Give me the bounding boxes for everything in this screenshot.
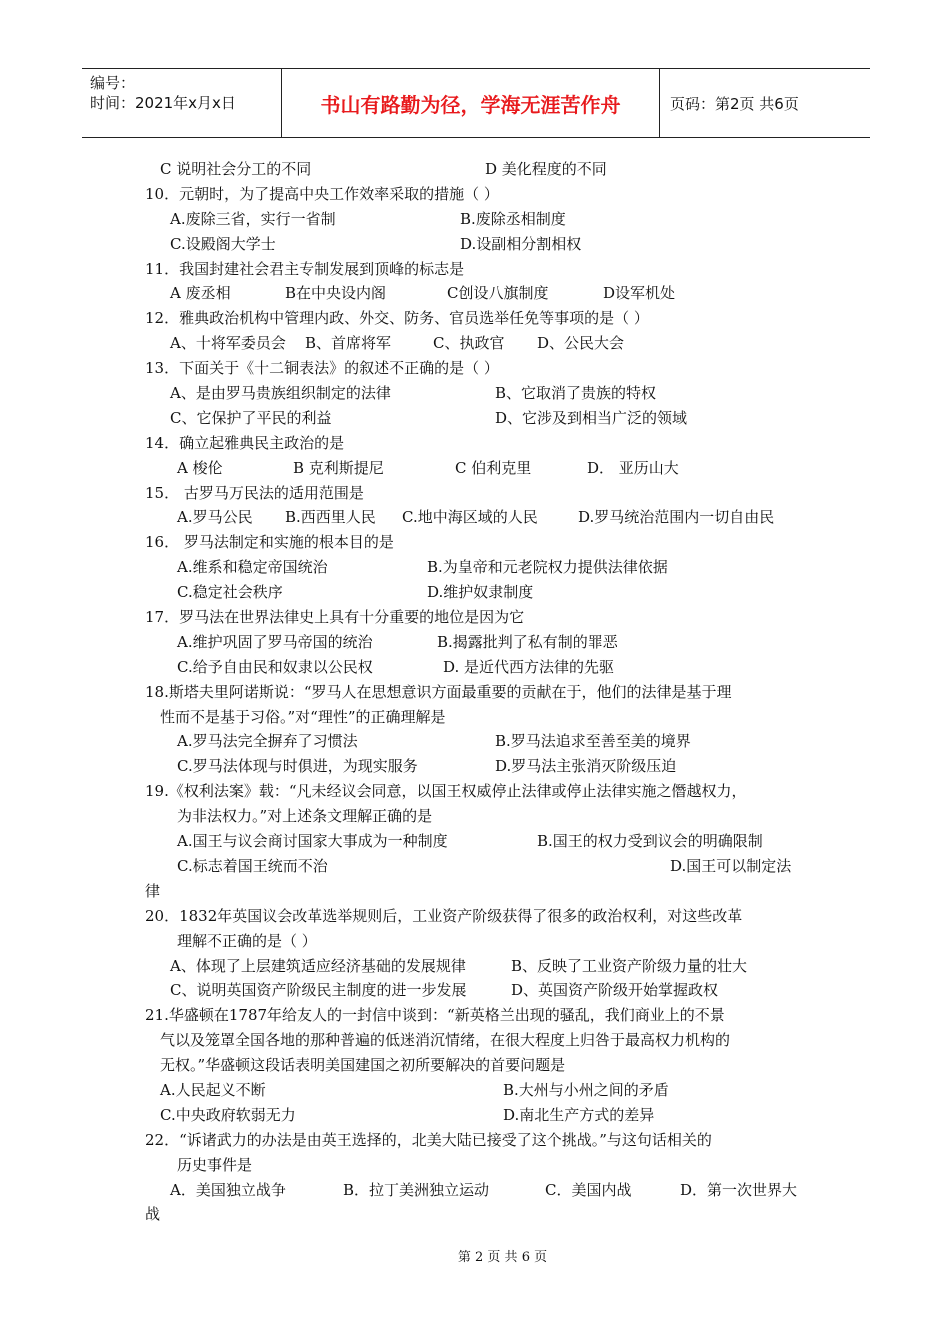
option-text: C.给予自由民和奴隶以公民权 (177, 657, 373, 676)
option-text: D、公民大会 (537, 334, 625, 353)
option-text: B.废除丞相制度 (460, 209, 566, 228)
document-body (145, 157, 825, 1227)
option-text: D.罗马法主张消灭阶级压迫 (495, 757, 677, 776)
option-text: C.罗马法体现与时俱进，为现实服务 (177, 757, 418, 776)
text-line (145, 1153, 825, 1178)
page-header (82, 68, 870, 138)
option-text: D、它涉及到相当广泛的领域 (495, 408, 688, 427)
option-text: D.南北生产方式的差异 (503, 1105, 655, 1124)
header-info (82, 69, 282, 137)
option-text: B、反映了工业资产阶级力量的壮大 (511, 956, 748, 975)
option-text: A.罗马公民 (177, 508, 253, 527)
option-text: A.人民起义不断 (160, 1080, 266, 1099)
text-line (145, 929, 825, 954)
option-text: D.国王可以制定法 (670, 856, 792, 875)
options-line (145, 456, 825, 481)
options-line (145, 281, 825, 306)
option-text: A.罗马法完全摒弃了习惯法 (177, 732, 358, 751)
option-text: D. 是近代西方法律的先驱 (443, 657, 615, 676)
option-text: A 梭伦 (177, 458, 223, 477)
option-text: A.国王与议会商讨国家大事成为一种制度 (177, 832, 448, 851)
text-line (145, 879, 825, 904)
text-line (145, 182, 825, 207)
option-text: C、它保护了平民的利益 (170, 408, 332, 427)
question-text: 18.斯塔夫里阿诺斯说：“罗马人在思想意识方面最重要的贡献在于，他们的法律是基于理 (145, 682, 732, 701)
option-text: B.国王的权力受到议会的明确限制 (537, 832, 763, 851)
option-text: A、体现了上层建筑适应经济基础的发展规律 (170, 956, 466, 975)
option-text: B.揭露批判了私有制的罪恶 (437, 632, 618, 651)
text-line (145, 1128, 825, 1153)
text-line (145, 605, 825, 630)
option-text: C．美国内战 (545, 1180, 632, 1199)
text-line (145, 705, 825, 730)
text-line (145, 904, 825, 929)
option-text: C、执政官 (433, 334, 505, 353)
text-line (145, 779, 825, 804)
options-line (145, 729, 825, 754)
option-text: C 伯利克里 (455, 458, 532, 477)
option-text: D.维护奴隶制度 (427, 583, 534, 602)
question-text: 战 (145, 1205, 161, 1224)
option-text: C.地中海区域的人民 (402, 508, 538, 527)
options-line (145, 331, 825, 356)
text-line (145, 1003, 825, 1028)
question-text: 14．确立起雅典民主政治的是 (145, 433, 345, 452)
options-line (145, 630, 825, 655)
option-text: B.西西里人民 (285, 508, 376, 527)
options-line (145, 555, 825, 580)
question-text: 10．元朝时，为了提高中央工作效率采取的措施（ ） (145, 184, 499, 203)
option-text: B.罗马法追求至善至美的境界 (495, 732, 691, 751)
text-line (145, 481, 825, 506)
option-text: C.中央政府软弱无力 (160, 1105, 296, 1124)
options-line (145, 1178, 825, 1203)
options-line (145, 1078, 825, 1103)
question-text: 16． 罗马法制定和实施的根本目的是 (145, 533, 394, 552)
option-text: A.维系和稳定帝国统治 (177, 558, 328, 577)
question-text: 17．罗马法在世界法律史上具有十分重要的地位是因为它 (145, 608, 525, 627)
options-line (145, 505, 825, 530)
options-line (145, 232, 825, 257)
options-line (145, 829, 825, 854)
options-line (145, 854, 825, 879)
option-text: D 美化程度的不同 (485, 160, 607, 178)
options-line (145, 406, 825, 431)
text-line (145, 306, 825, 331)
question-text: 20．1832年英国议会改革选举规则后，工业资产阶级获得了很多的政治权利，对这些改革 (145, 906, 743, 925)
options-line (145, 1103, 825, 1128)
text-line (145, 530, 825, 555)
option-text: B 克利斯提尼 (293, 458, 384, 477)
option-text: C.稳定社会秩序 (177, 583, 283, 602)
option-text: D.罗马统治范围内一切自由民 (578, 508, 775, 527)
question-text: 13．下面关于《十二铜表法》的叙述不正确的是（ ） (145, 359, 499, 378)
option-text: D． 亚历山大 (587, 458, 679, 477)
option-text: B、它取消了贵族的特权 (495, 384, 657, 403)
question-text: 性而不是基于习俗。”对“理性”的正确理解是 (160, 707, 446, 726)
question-text: 11．我国封建社会君主专制发展到顶峰的标志是 (145, 259, 465, 278)
options-line (145, 381, 825, 406)
options-line (145, 655, 825, 680)
option-text: C、说明英国资产阶级民主制度的进一步发展 (170, 981, 467, 1000)
options-line (145, 207, 825, 232)
question-text: 气以及笼罩全国各地的那种普遍的低迷消沉情绪，在很大程度上归咎于最高权力机构的 (160, 1031, 731, 1050)
options-line (145, 754, 825, 779)
option-text: C.设殿阁大学士 (170, 234, 276, 253)
option-text: C创设八旗制度 (447, 284, 549, 303)
question-text: 22．“诉诸武力的办法是由英王选择的，北美大陆已接受了这个挑战。”与这句话相关的 (145, 1130, 712, 1149)
option-text: B在中央设内阁 (285, 284, 387, 303)
question-text: 为非法权力。”对上述条文理解正确的是 (177, 807, 433, 826)
options-line (145, 954, 825, 979)
option-text: B.大州与小州之间的矛盾 (503, 1080, 669, 1099)
question-text: 19.《权利法案》载：“凡未经议会同意，以国王权威停止法律或停止法律实施之僭越权力， (145, 782, 747, 801)
option-text: D设军机处 (603, 284, 676, 303)
option-text: A.废除三省，实行一省制 (170, 209, 336, 228)
text-line (145, 257, 825, 282)
option-text: D．第一次世界大 (680, 1180, 798, 1199)
option-text: A.维护巩固了罗马帝国的统治 (177, 632, 373, 651)
option-text: B.为皇帝和元老院权力提供法律依据 (427, 558, 668, 577)
number-label: 编号： (90, 74, 136, 92)
option-text: A、是由罗马贵族组织制定的法律 (170, 384, 391, 403)
text-line (145, 1053, 825, 1078)
options-line (145, 157, 825, 182)
page-footer: 第 2 页 共 6 页 (457, 1250, 548, 1265)
option-text: A．美国独立战争 (170, 1180, 286, 1199)
text-line (145, 356, 825, 381)
question-text: 12．雅典政治机构中管理内政、外交、防务、官员选举任免等事项的是（ ） (145, 309, 649, 328)
option-text: B．拉丁美洲独立运动 (343, 1180, 490, 1199)
option-text: C.标志着国王统而不治 (177, 856, 328, 875)
option-text: A 废丞相 (170, 284, 231, 303)
text-line (145, 1202, 825, 1227)
question-text: 无权。”华盛顿这段话表明美国建国之初所要解决的首要问题是 (160, 1056, 566, 1075)
question-text: 理解不正确的是（ ） (177, 931, 317, 950)
text-line (145, 680, 825, 705)
question-text: 历史事件是 (177, 1155, 253, 1174)
options-line (145, 580, 825, 605)
option-text: A、十将军委员会 (170, 334, 286, 353)
option-text: B、首席将军 (305, 334, 392, 353)
options-line (145, 978, 825, 1003)
time-label: 时间：2021年x月x日 (90, 94, 236, 112)
question-text: 15． 古罗马万民法的适用范围是 (145, 483, 364, 502)
option-text: C 说明社会分工的不同 (160, 160, 312, 178)
option-text: D.设副相分割相权 (460, 234, 582, 253)
question-text: 律 (145, 881, 161, 900)
option-text: D、英国资产阶级开始掌握政权 (511, 981, 719, 1000)
page-label: 页码：第2页 共6页 (670, 94, 799, 113)
motto: 书山有路勤为径，学海无涯苦作舟 (282, 69, 660, 137)
question-text: 21.华盛顿在1787年给友人的一封信中谈到：“新英格兰出现的骚乱，我们商业上的不景 (145, 1006, 725, 1025)
text-line (145, 804, 825, 829)
text-line (145, 431, 825, 456)
text-line (145, 1028, 825, 1053)
